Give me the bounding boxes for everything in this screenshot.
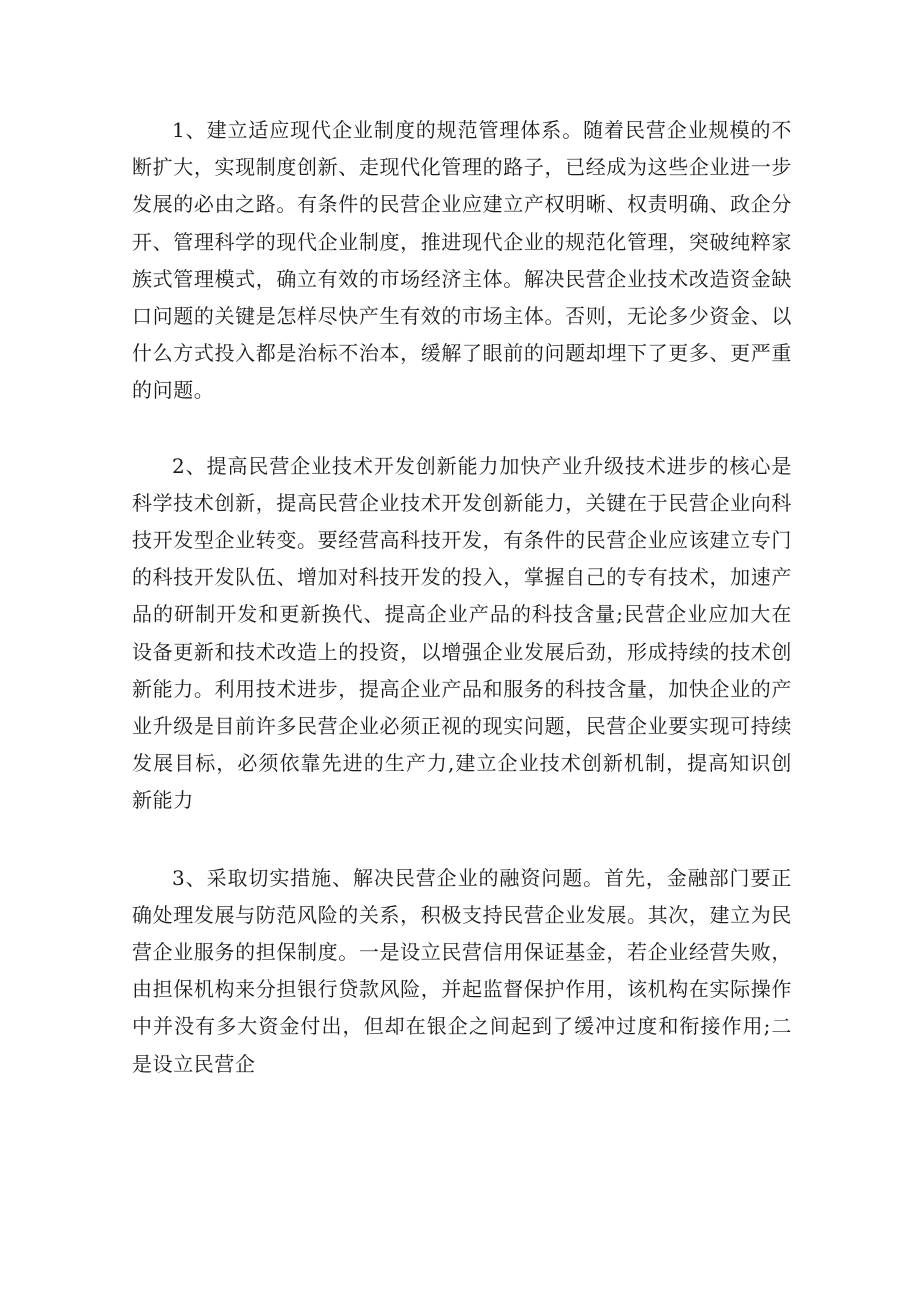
paragraph-1: 1、建立适应现代企业制度的规范管理体系。随着民营企业规模的不断扩大，实现制度创新、走现代化管理的路子，已经成为这些企业进一步发展的必由之路。有条件的民营企业应建立产权明晰、权责明确、政企分开、管理科学的现代企业制度，推进现代企业的规范化管理，突破纯粹家族式管理模式，确立有效的市场经济主体。解决民营企业技术改造资金缺口问题的关键是怎样尽快产生有效的市场主体。否则，无论多少资金、以什么方式投入都是治标不治本，缓解了眼前的问题却埋下了更多、更严重的问题。 (132, 118, 792, 403)
document-body (132, 112, 792, 1123)
paragraph-2: 2、提高民营企业技术开发创新能力加快产业升级技术进步的核心是科学技术创新，提高民营企业技术开发创新能力，关键在于民营企业向科技开发型企业转变。要经营高科技开发，有条件的民营企业应该建立专门的科技开发队伍、增加对科技开发的投入，掌握自己的专有技术，加速产品的研制开发和更新换代、提高企业产品的科技含量;民营企业应加大在设备更新和技术改造上的投资，以增强企业发展后劲，形成持续的技术创新能力。利用技术进步，提高企业产品和服务的科技含量，加快企业的产业升级是目前许多民营企业必须正视的现实问题，民营企业要实现可持续发展目标，必须依靠先进的生产力,建立企业技术创新机制，提高知识创新能力 (132, 453, 792, 813)
paragraph-3: 3、采取切实措施、解决民营企业的融资问题。首先，金融部门要正确处理发展与防范风险的关系，积极支持民营企业发展。其次，建立为民营企业服务的担保制度。一是设立民营信用保证基金，若企业经营失败，由担保机构来分担银行贷款风险，并起监督保护作用，该机构在实际操作中并没有多大资金付出，但却在银企之间起到了缓冲过度和衔接作用;二是设立民营企 (132, 865, 792, 1076)
